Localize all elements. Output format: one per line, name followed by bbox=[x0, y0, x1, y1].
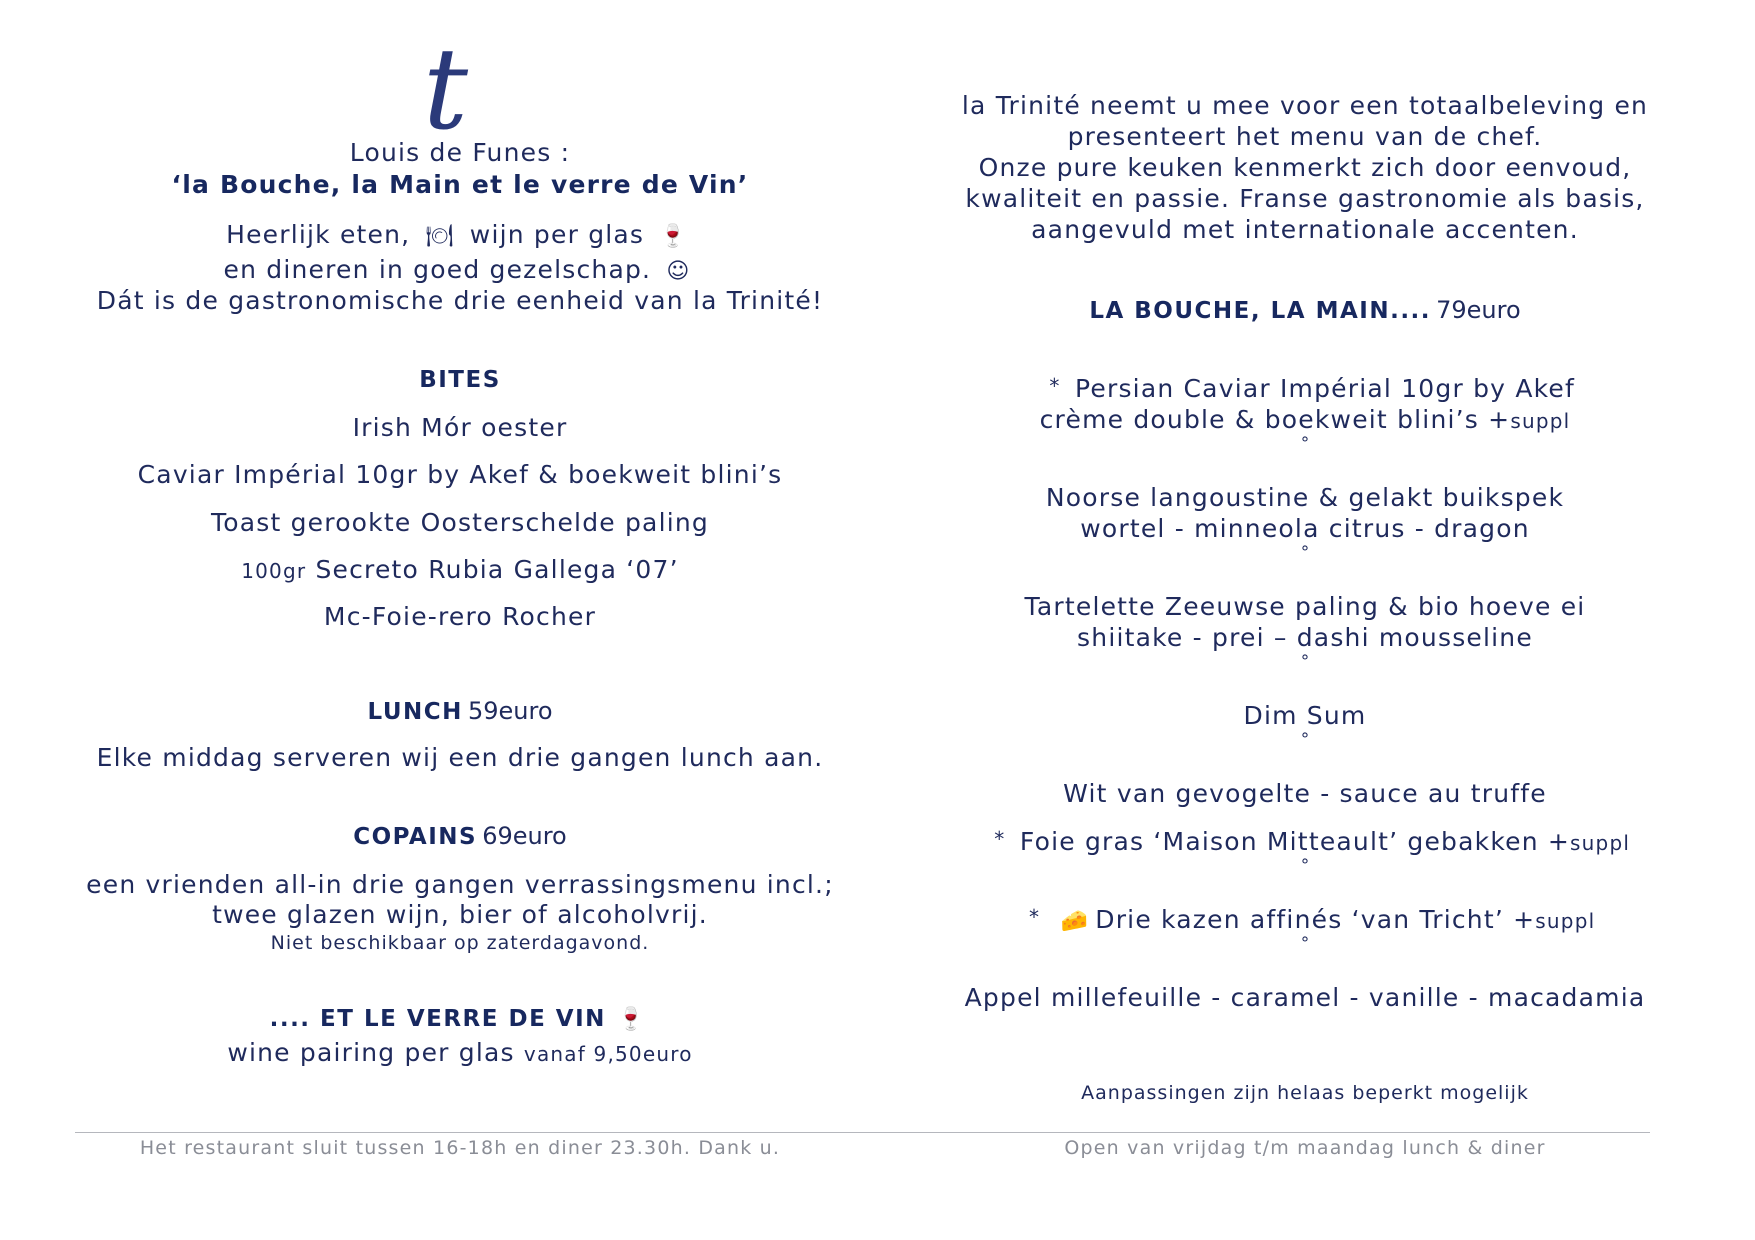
course-6-suppl: suppl bbox=[1570, 831, 1631, 855]
right-intro-line-2: presenteert het menu van de chef. bbox=[1067, 122, 1543, 151]
bites-item-5: Mc-Foie-rero Rocher bbox=[323, 602, 597, 631]
menu-note: Aanpassingen zijn helaas beperkt mogelijk bbox=[1081, 1082, 1529, 1104]
wine-pairing bbox=[60, 1038, 860, 1067]
course-3-line-1: Tartelette Zeeuwse paling & bio hoeve ei bbox=[1024, 592, 1586, 621]
course-6-text: Foie gras ‘Maison Mitteault’ gebakken bbox=[1019, 827, 1539, 856]
supplement-star: * bbox=[994, 827, 1006, 851]
bites-item-4 bbox=[60, 555, 860, 584]
lunch-heading bbox=[60, 697, 860, 725]
course-1-line-1-text: Persian Caviar Impérial 10gr by Akef bbox=[1075, 374, 1575, 403]
bites-title: BITES bbox=[419, 367, 501, 393]
intro-line-1a: Heerlijk eten, bbox=[226, 220, 411, 249]
copains-note: Niet beschikbaar op zaterdagavond. bbox=[270, 932, 650, 954]
quote-open: ‘ bbox=[171, 170, 183, 199]
course-1-line-1 bbox=[915, 374, 1695, 403]
right-intro-line-4: kwaliteit en passie. Franse gastronomie als basis, bbox=[965, 184, 1645, 213]
footer-left: Het restaurant sluit tussen 16-18h en diner 23.30h. Dank u. bbox=[139, 1137, 781, 1159]
wine-pairing-price: vanaf 9,50euro bbox=[523, 1042, 693, 1066]
separator-1: ° bbox=[1300, 434, 1310, 454]
bites-item-2: Caviar Impérial 10gr by Akef & boekweit blini’s bbox=[137, 460, 783, 489]
footer-divider bbox=[75, 1132, 1650, 1133]
intro-line-2 bbox=[60, 255, 860, 284]
copains-title: COPAINS bbox=[353, 824, 478, 850]
course-2-line-1: Noorse langoustine & gelakt buikspek bbox=[1045, 483, 1565, 512]
copains-price: 69euro bbox=[482, 822, 567, 850]
lunch-price: 59euro bbox=[467, 697, 553, 725]
red-wine-icon: 🍷 bbox=[617, 1007, 645, 1032]
course-8: Appel millefeuille - caramel - vanille - macadamia bbox=[964, 983, 1646, 1012]
intro-line-2-text: en dineren in goed gezelschap. bbox=[223, 255, 652, 284]
quote-author: Louis de Funes : bbox=[349, 138, 571, 167]
copains-heading bbox=[60, 822, 860, 850]
supplement-star: * bbox=[1029, 905, 1041, 929]
course-1-suppl: suppl bbox=[1510, 409, 1571, 433]
cheese-icon: 🧀 bbox=[1060, 909, 1090, 934]
bites-item-4-prefix: 100gr bbox=[241, 559, 307, 583]
course-5: Wit van gevogelte - sauce au truffe bbox=[1063, 779, 1547, 808]
intro-line-1 bbox=[60, 220, 860, 249]
bites-item-3: Toast gerookte Oosterschelde paling bbox=[211, 508, 709, 537]
wine-glass-icon: 🍷 bbox=[659, 224, 688, 249]
intro-line-1b: wijn per glas bbox=[469, 220, 645, 249]
quote-title bbox=[60, 170, 860, 199]
lunch-title: LUNCH bbox=[367, 699, 463, 725]
bites-item-4-text: Secreto Rubia Gallega ‘07’ bbox=[315, 555, 679, 584]
menu-price: 79euro bbox=[1436, 296, 1521, 324]
separator-5: ° bbox=[1300, 856, 1310, 876]
supplement-star: * bbox=[1049, 374, 1061, 398]
separator-3: ° bbox=[1300, 652, 1310, 672]
right-intro-line-3: Onze pure keuken kenmerkt zich door eenvoud, bbox=[978, 153, 1632, 182]
course-7 bbox=[915, 905, 1695, 934]
quote-close: ’ bbox=[737, 170, 749, 199]
wine-title: .... ET LE VERRE DE VIN bbox=[269, 1006, 606, 1032]
course-3-line-2: shiitake - prei – dashi mousseline bbox=[1077, 623, 1533, 652]
menu-title: LA BOUCHE, LA MAIN.... bbox=[1089, 298, 1432, 324]
menu-heading bbox=[915, 296, 1695, 324]
smile-icon: ☺ bbox=[666, 259, 691, 284]
course-1-line-2 bbox=[915, 405, 1695, 434]
copains-line-2: twee glazen wijn, bier of alcoholvrij. bbox=[212, 900, 708, 929]
course-1-plus: + bbox=[1488, 405, 1511, 434]
wine-pairing-text: wine pairing per glas bbox=[227, 1038, 515, 1067]
right-intro-line-1: la Trinité neemt u mee voor een totaalbeleving en bbox=[961, 91, 1649, 120]
wine-heading bbox=[60, 1006, 860, 1032]
course-1-line-2-text: crème double & boekweit blini’s bbox=[1039, 405, 1480, 434]
course-6-plus: + bbox=[1547, 827, 1571, 856]
quote-text: la Bouche, la Main et le verre de Vin bbox=[182, 170, 738, 199]
logo-letter: t bbox=[423, 40, 469, 140]
course-6 bbox=[915, 827, 1695, 856]
logo bbox=[413, 40, 523, 140]
bites-item-1: Irish Mór oester bbox=[352, 413, 568, 442]
lunch-description: Elke middag serveren wij een drie gangen lunch aan. bbox=[96, 743, 824, 772]
footer-right: Open van vrijdag t/m maandag lunch & diner bbox=[1064, 1137, 1546, 1159]
separator-2: ° bbox=[1300, 543, 1310, 563]
intro-line-3: Dát is de gastronomische drie eenheid van la Trinité! bbox=[96, 286, 824, 315]
separator-4: ° bbox=[1300, 730, 1310, 750]
copains-line-1: een vrienden all-in drie gangen verrassingsmenu incl.; bbox=[86, 870, 834, 899]
right-intro-line-5: aangevuld met internationale accenten. bbox=[1031, 215, 1579, 244]
course-7-plus: + bbox=[1513, 905, 1536, 934]
course-7-text: Drie kazen affinés ‘van Tricht’ bbox=[1095, 905, 1504, 934]
course-2-line-2: wortel - minneola citrus - dragon bbox=[1080, 514, 1530, 543]
course-4: Dim Sum bbox=[1243, 701, 1367, 730]
separator-6: ° bbox=[1300, 934, 1310, 954]
plate-icon: 🍽 bbox=[425, 224, 455, 249]
course-7-suppl: suppl bbox=[1535, 909, 1596, 933]
